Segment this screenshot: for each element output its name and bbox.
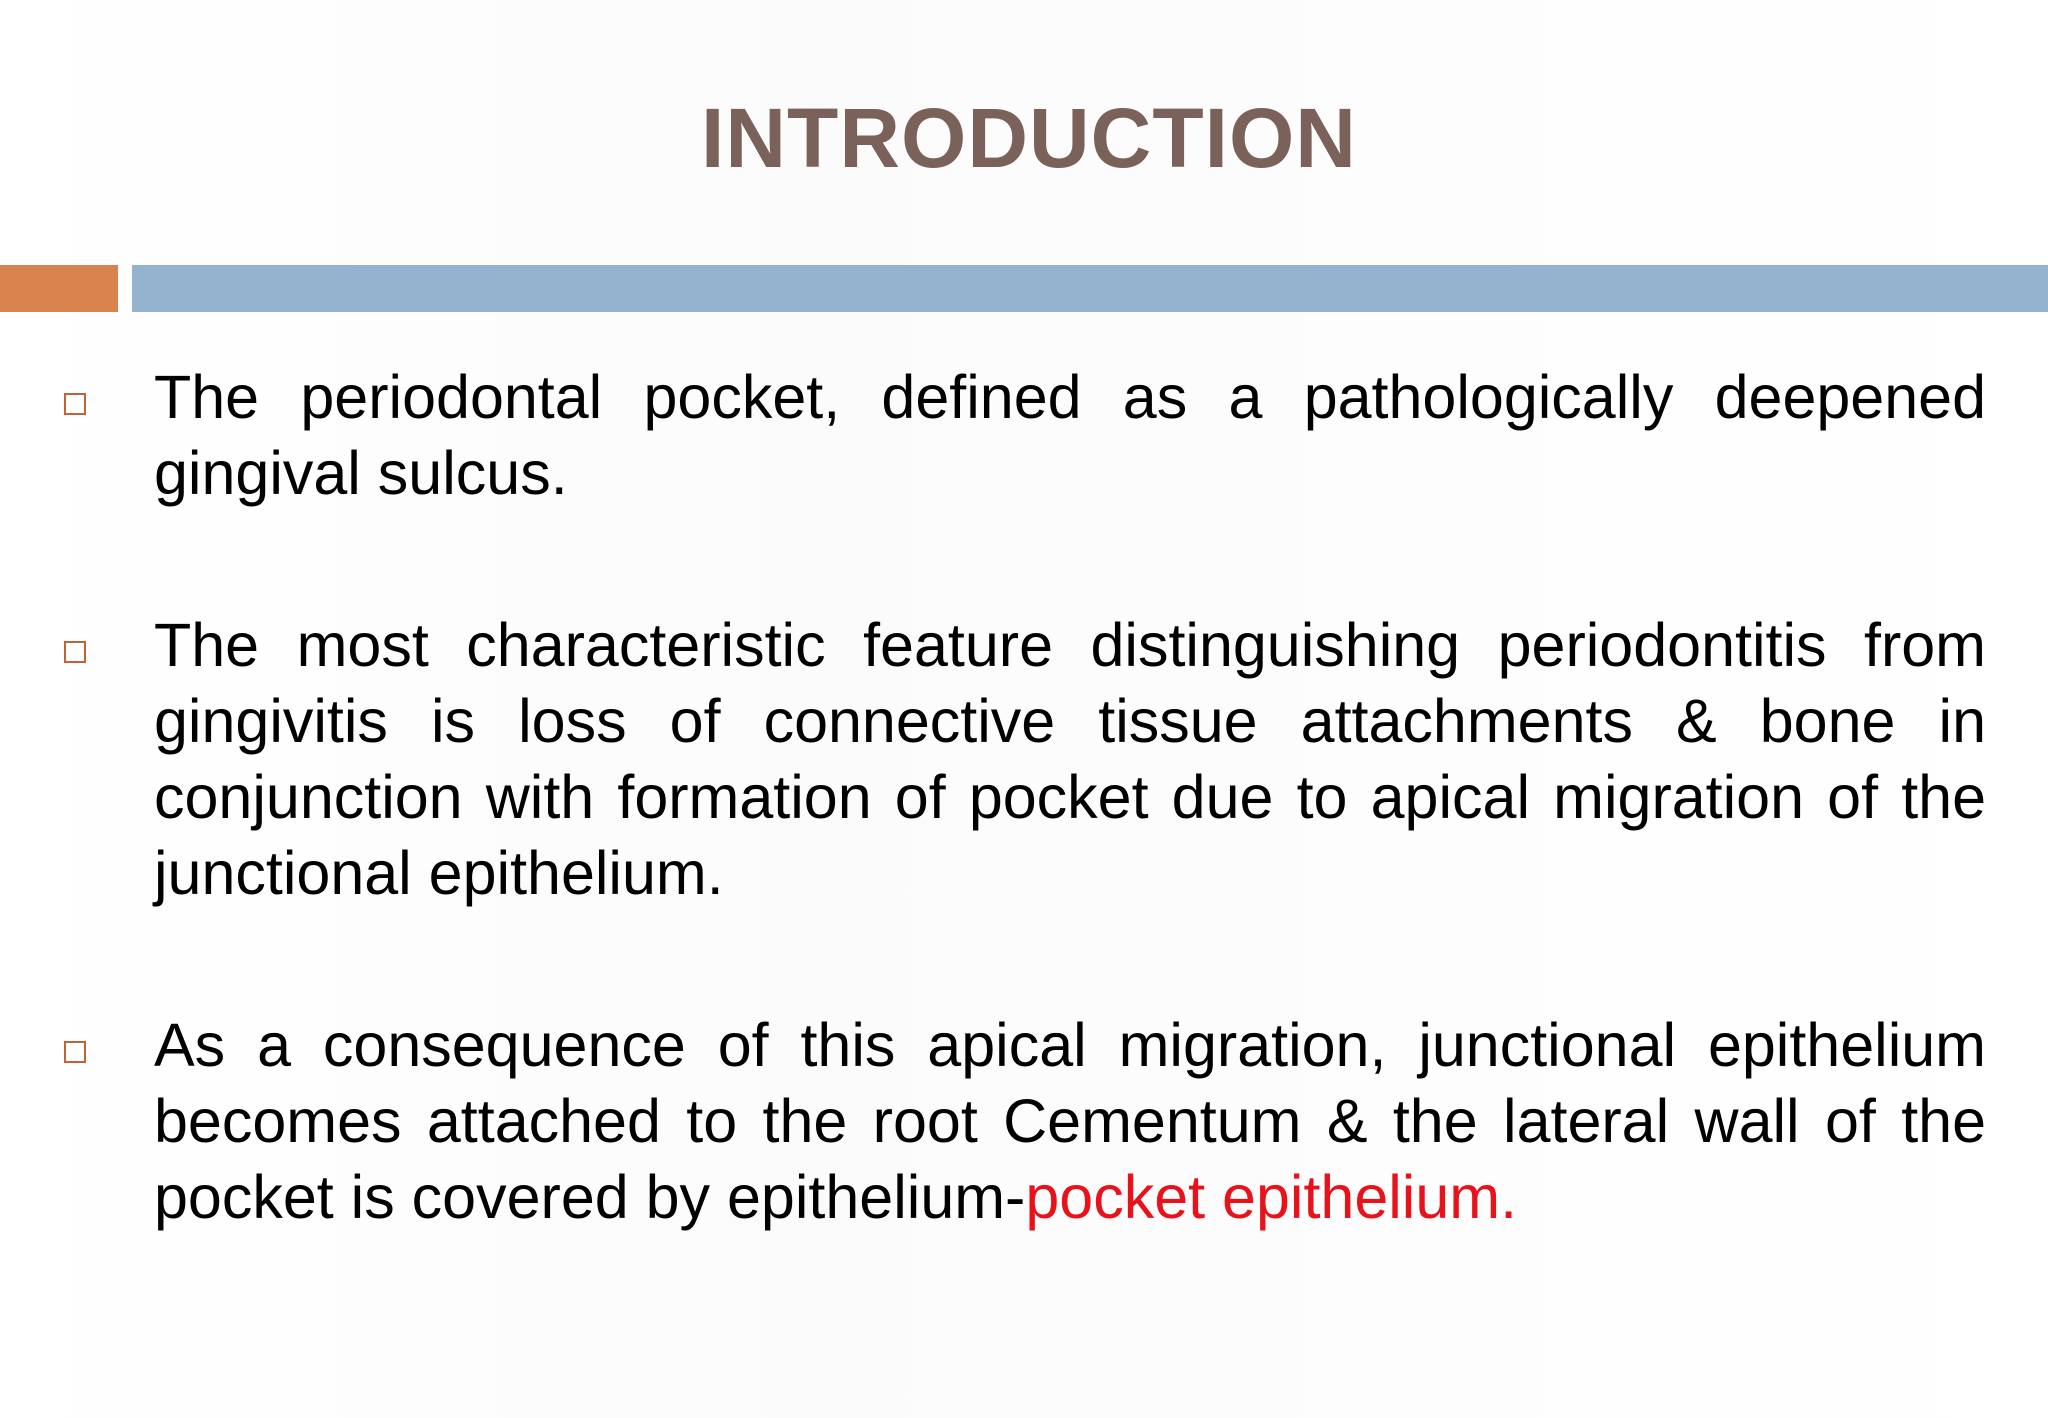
title-divider-accent-orange (0, 265, 118, 312)
slide-title: INTRODUCTION (701, 91, 1357, 185)
bullet-text-3 (154, 1007, 1986, 1235)
hollow-square-bullet-icon (64, 1041, 86, 1063)
bullet-text-3-main: As a consequence of this apical migration, junctional epithelium becomes attached to the root Cementum & the lateral wall of the pocket is covered by epithelium- (154, 1011, 1986, 1231)
highlighted-term: pocket epithelium. (1025, 1163, 1518, 1231)
hollow-square-bullet-icon (64, 393, 86, 415)
bullet-text-2: The most characteristic feature distinguishing periodontitis from gingivitis is loss of connective tissue attachments & bone in conjunction with formation of pocket due to apical migration of the junctional epithelium. (154, 611, 1986, 907)
title-divider-accent-blue (132, 265, 2048, 312)
hollow-square-bullet-icon (64, 641, 86, 663)
bullet-text-1: The periodontal pocket, defined as a pathologically deepened gingival sulcus. (154, 363, 1986, 507)
